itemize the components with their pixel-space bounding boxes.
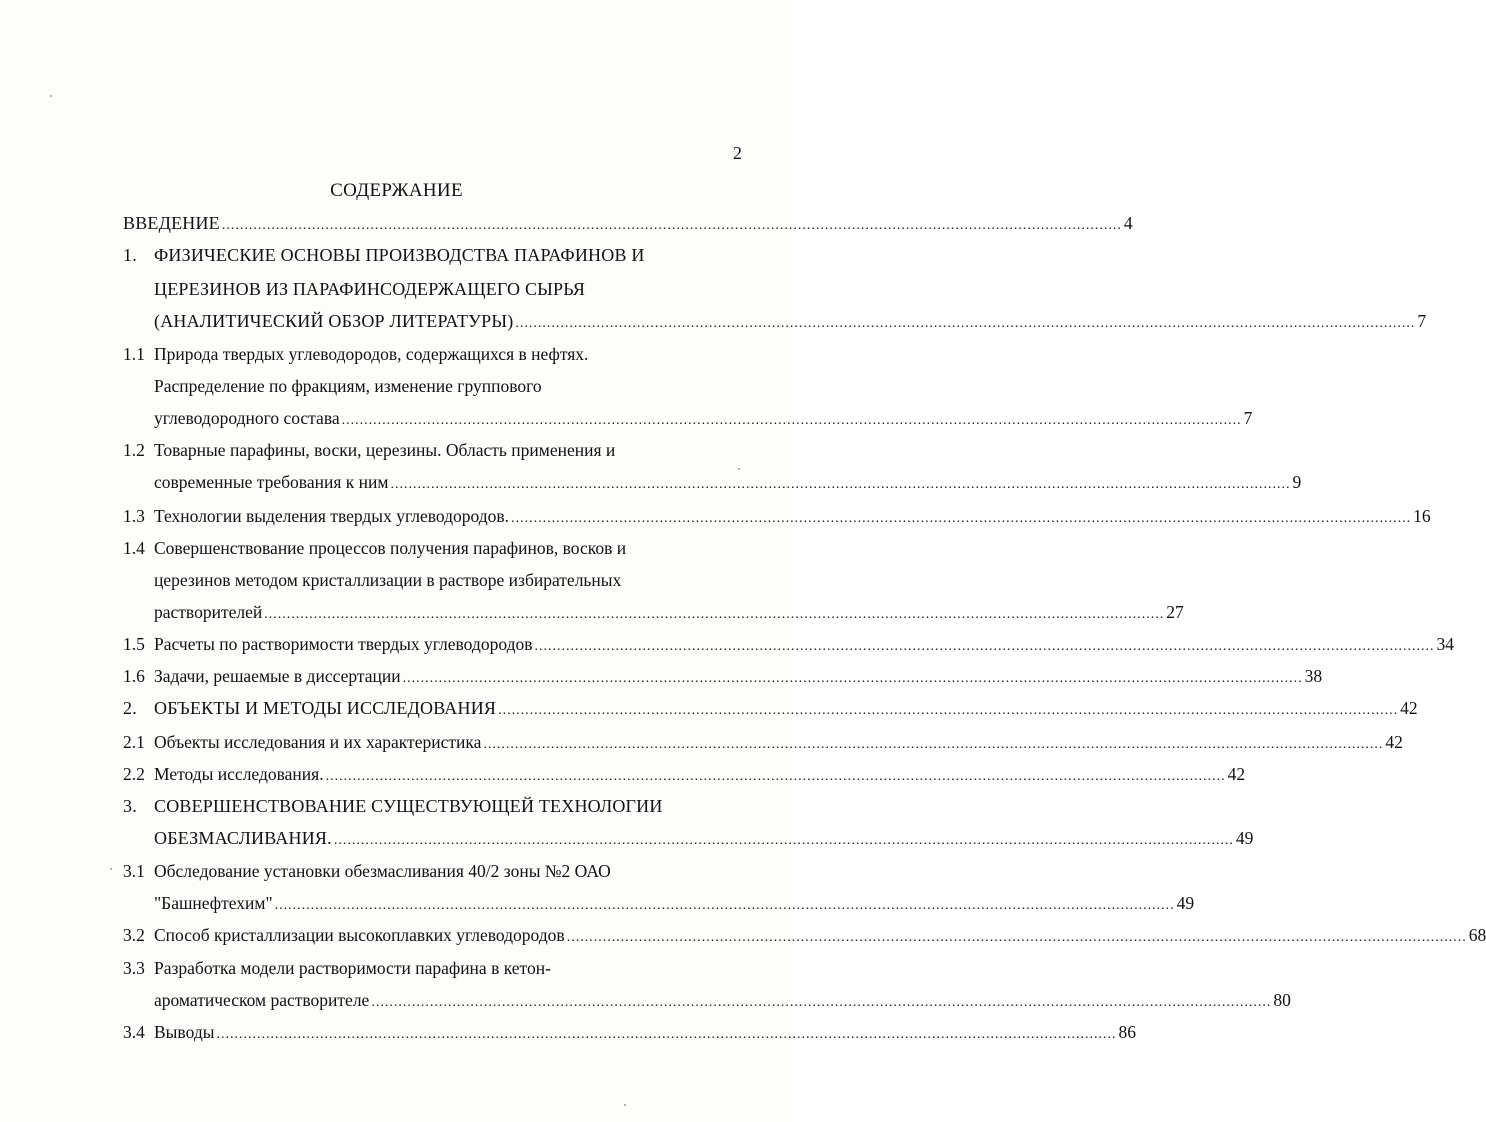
- leader-dots: ........................................................................................................................................................................................................: [566, 930, 1467, 945]
- toc-entry-text: Объекты исследования и их характеристика: [154, 732, 482, 752]
- toc-entry-text: углеводородного состава: [154, 408, 340, 428]
- toc-page-number: 4: [1123, 213, 1133, 233]
- toc-entry-number: 3.4: [123, 1022, 145, 1042]
- toc-entry-number: 2.1: [123, 732, 145, 752]
- toc-entry-number: 1.1: [123, 344, 145, 364]
- leader-dots: ........................................................................................................................................................................................................: [333, 833, 1234, 848]
- toc-entry-text: Распределение по фракциям, изменение группового: [154, 376, 542, 396]
- toc-entry-number: 1.2: [123, 440, 145, 460]
- toc-entry-number: 2.2: [123, 764, 145, 784]
- toc-entry-text: Природа твердых углеводородов, содержащихся в нефтях.: [154, 344, 589, 364]
- toc-page-number: 80: [1273, 990, 1291, 1010]
- leader-dots: ........................................................................................................................................................................................................: [371, 995, 1272, 1010]
- leader-dots: ........................................................................................................................................................................................................: [325, 769, 1226, 784]
- toc-entry-text: Разработка модели растворимости парафина в кетон-: [154, 958, 551, 978]
- toc-entry-1-6[interactable]: [123, 663, 1323, 689]
- toc-entry-text: Товарные парафины, воски, церезины. Область применения и: [154, 440, 616, 460]
- toc-entry-1-5[interactable]: [123, 631, 1454, 657]
- toc-entry-text: ароматическом растворителе: [154, 990, 370, 1010]
- scan-artifact: [624, 1104, 626, 1106]
- toc-entry-3-1-line2[interactable]: [154, 890, 1195, 916]
- leader-dots: ........................................................................................................................................................................................................: [402, 671, 1303, 686]
- leader-dots: ........................................................................................................................................................................................................: [534, 639, 1435, 654]
- toc-entry-ch1-line2: [154, 276, 741, 302]
- leader-dots: ........................................................................................................................................................................................................: [390, 477, 1291, 492]
- leader-dots: ........................................................................................................................................................................................................: [274, 898, 1175, 913]
- leader-dots: ........................................................................................................................................................................................................: [341, 413, 1242, 428]
- toc-entry-1-3[interactable]: [123, 503, 1431, 529]
- toc-entry-text: Задачи, решаемые в диссертации: [154, 666, 401, 686]
- toc-entry-ch3-line1[interactable]: [123, 793, 741, 819]
- toc-entry-3-3-line1[interactable]: [123, 955, 741, 981]
- leader-dots: ........................................................................................................................................................................................................: [483, 737, 1384, 752]
- toc-entry-text: Методы исследования.: [154, 764, 324, 784]
- toc-entry-text: СОВЕРШЕНСТВОВАНИЕ СУЩЕСТВУЮЩЕЙ ТЕХНОЛОГИИ: [154, 796, 663, 816]
- toc-page-number: 86: [1118, 1022, 1136, 1042]
- toc-page-number: 49: [1176, 893, 1195, 913]
- leader-dots: ........................................................................................................................................................................................................: [264, 607, 1165, 622]
- toc-entry-number: 3.1: [123, 861, 145, 881]
- scan-artifact: [738, 468, 740, 470]
- toc-entry-text: Способ кристаллизации высокоплавких углеводородов: [154, 925, 565, 945]
- toc-entry-number: 3.2: [123, 925, 145, 945]
- toc-entry-text: (АНАЛИТИЧЕСКИЙ ОБЗОР ЛИТЕРАТУРЫ): [154, 311, 514, 331]
- leader-dots: ........................................................................................................................................................................................................: [515, 316, 1416, 331]
- toc-page-number: 7: [1243, 408, 1253, 428]
- toc-entry-2-2[interactable]: [123, 761, 1246, 787]
- toc-entry-number: 1.6: [123, 666, 145, 686]
- toc-entry-text: растворителей: [154, 602, 263, 622]
- page-number: 2: [733, 143, 742, 163]
- toc-page-number: 16: [1413, 506, 1431, 526]
- toc-entry-3-3-line2[interactable]: [154, 987, 1291, 1013]
- toc-entry-ch1-line3[interactable]: [154, 308, 1427, 334]
- toc-entry-number: 3.: [123, 796, 137, 816]
- toc-entry-number: 1.: [123, 245, 137, 265]
- toc-page-number: 27: [1166, 602, 1184, 622]
- toc-page-number: 34: [1436, 634, 1454, 654]
- page-title: СОДЕРЖАНИЕ: [330, 180, 463, 201]
- toc-entry-intro[interactable]: [123, 210, 1133, 236]
- toc-entry-ch2[interactable]: [123, 695, 1418, 721]
- toc-entry-1-4-line1[interactable]: [123, 535, 741, 561]
- toc-entry-text: ОБЕЗМАСЛИВАНИЯ.: [154, 828, 332, 848]
- leader-dots: ........................................................................................................................................................................................................: [221, 218, 1122, 233]
- toc-entry-number: 2.: [123, 698, 137, 718]
- toc-entry-1-2-line1[interactable]: [123, 437, 741, 463]
- toc-entry-3-1-line1[interactable]: [123, 858, 741, 884]
- toc-entry-3-4[interactable]: [123, 1019, 1136, 1045]
- toc-entry-text: Выводы: [154, 1022, 215, 1042]
- leader-dots: ........................................................................................................................................................................................................: [511, 511, 1412, 526]
- toc-page-number: 38: [1304, 666, 1323, 686]
- toc-entry-text: церезинов методом кристаллизации в растворе избирательных: [154, 570, 622, 590]
- toc-page-number: 42: [1385, 732, 1403, 752]
- toc-page-number: 7: [1417, 311, 1427, 331]
- leader-dots: ........................................................................................................................................................................................................: [498, 703, 1399, 718]
- toc-entry-number: 1.3: [123, 506, 145, 526]
- scan-artifact: [50, 95, 52, 97]
- toc-entry-number: 3.3: [123, 958, 145, 978]
- toc-entry-1-2-line2[interactable]: [154, 469, 1302, 495]
- scan-artifact: [110, 868, 112, 870]
- toc-page-number: 42: [1400, 698, 1418, 718]
- toc-entry-text: Расчеты по растворимости твердых углеводородов: [154, 634, 533, 654]
- toc-entry-number: 1.4: [123, 538, 145, 558]
- toc-entry-1-1-line2: [154, 373, 741, 399]
- toc-entry-number: 1.5: [123, 634, 145, 654]
- toc-entry-text: ЦЕРЕЗИНОВ ИЗ ПАРАФИНСОДЕРЖАЩЕГО СЫРЬЯ: [154, 279, 586, 299]
- toc-entry-text: Технологии выделения твердых углеводородов.: [154, 506, 510, 526]
- toc-entry-1-4-line2: [154, 567, 741, 593]
- toc-entry-text: ФИЗИЧЕСКИЕ ОСНОВЫ ПРОИЗВОДСТВА ПАРАФИНОВ И: [154, 245, 645, 265]
- toc-entry-1-4-line3[interactable]: [154, 599, 1184, 625]
- toc-entry-text: ОБЪЕКТЫ И МЕТОДЫ ИССЛЕДОВАНИЯ: [154, 698, 497, 718]
- toc-entry-ch3-line2[interactable]: [154, 825, 1254, 851]
- leader-dots: ........................................................................................................................................................................................................: [216, 1027, 1117, 1042]
- toc-entry-text: ВВЕДЕНИЕ: [123, 213, 220, 233]
- toc-entry-text: Обследование установки обезмасливания 40/2 зоны №2 ОАО: [154, 861, 611, 881]
- toc-page-number: 42: [1227, 764, 1246, 784]
- toc-entry-text: Совершенствование процессов получения парафинов, восков и: [154, 538, 627, 558]
- toc-entry-text: "Башнефтехим": [154, 893, 273, 913]
- toc-page-number: 68: [1468, 925, 1486, 945]
- toc-entry-3-2[interactable]: [123, 922, 1486, 948]
- toc-entry-2-1[interactable]: [123, 729, 1403, 755]
- toc-entry-ch1-line1[interactable]: [123, 242, 741, 268]
- toc-page-number: 9: [1292, 472, 1302, 492]
- toc-entry-text: современные требования к ним: [154, 472, 389, 492]
- toc-entry-1-1-line1[interactable]: [123, 341, 741, 367]
- toc-page-number: 49: [1235, 828, 1254, 848]
- toc-entry-1-1-line3[interactable]: [154, 405, 1253, 431]
